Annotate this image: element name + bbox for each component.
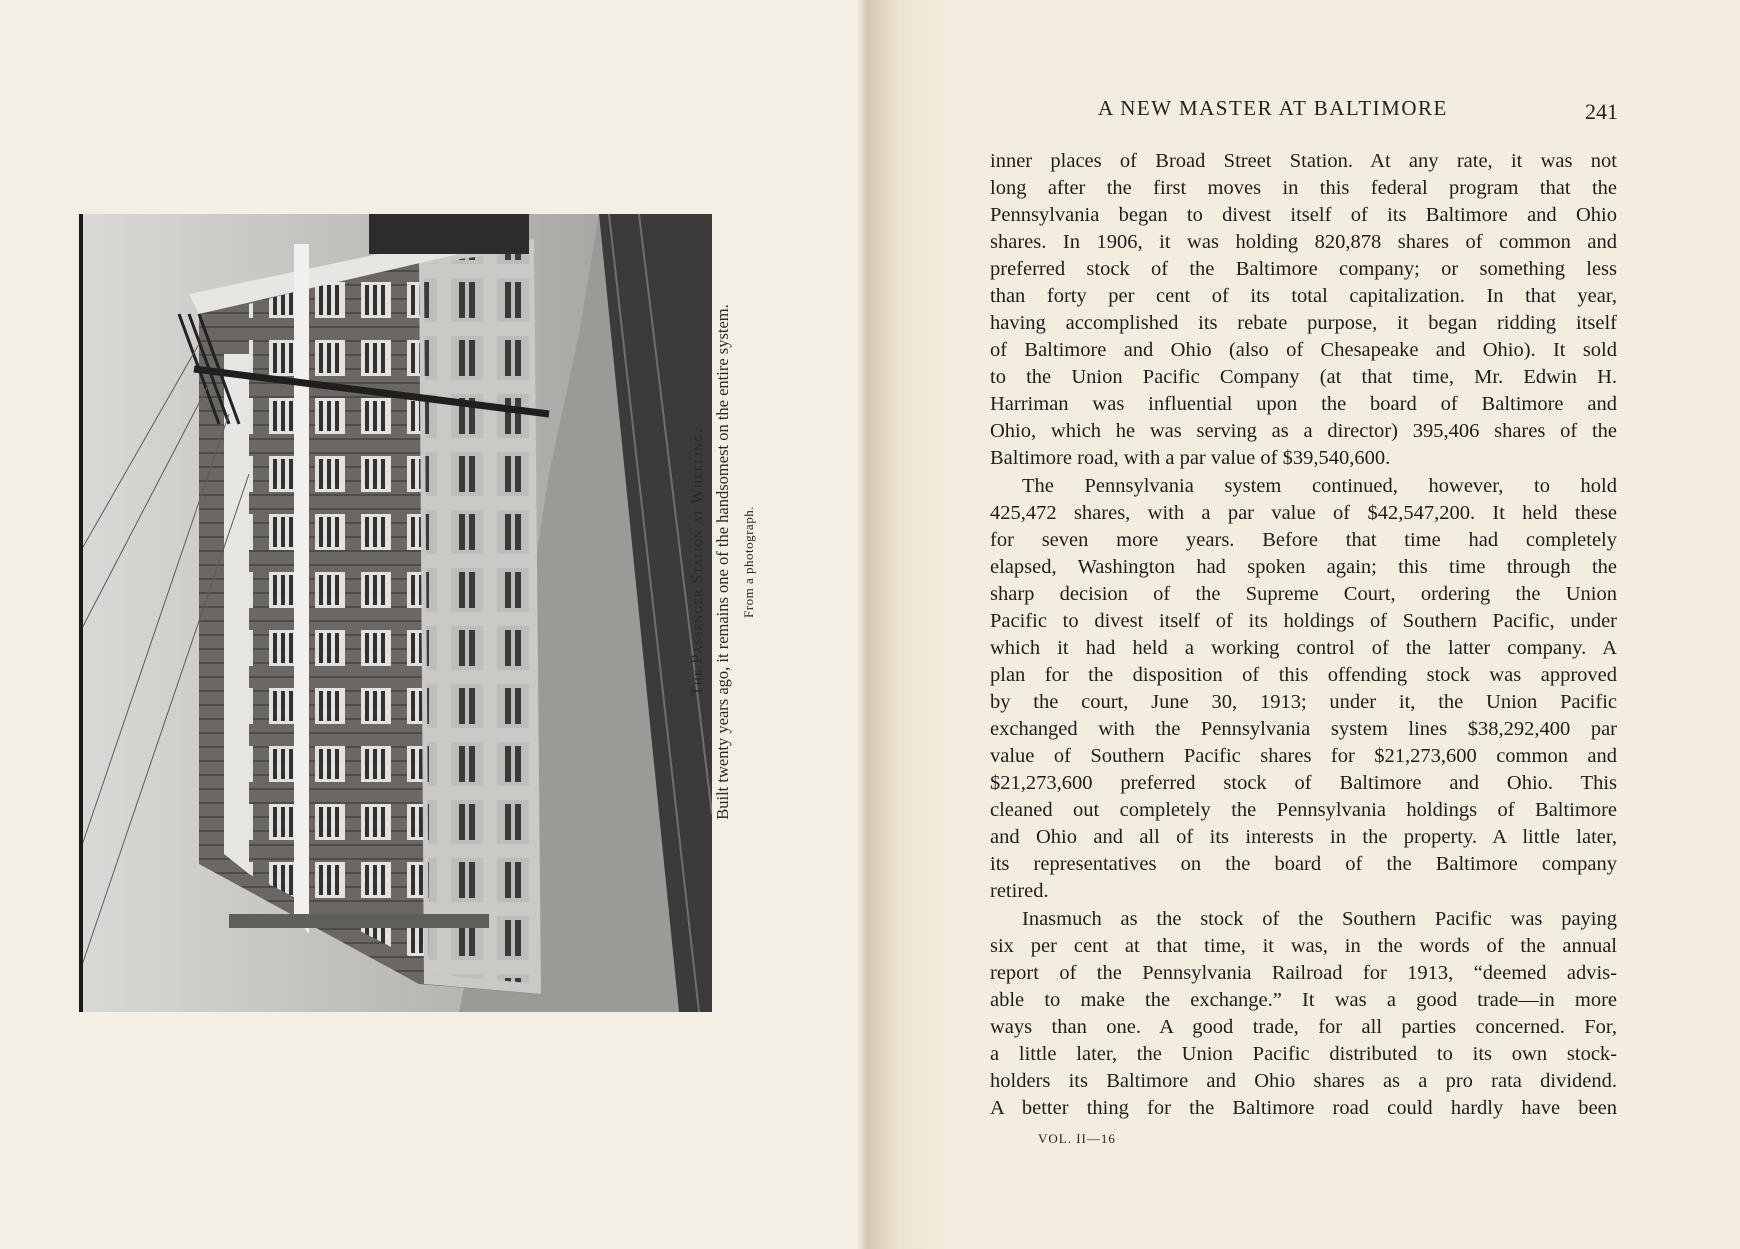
text-line: sharp decision of the Supreme Court, ordering the Union <box>990 583 1617 605</box>
paragraph <box>990 906 1617 1122</box>
text-line: inner places of Broad Street Station. At any rate, it was not <box>990 150 1617 172</box>
text-line: The Pennsylvania system continued, however, to hold <box>1022 475 1617 497</box>
text-line: Inasmuch as the stock of the Southern Pacific was paying <box>1022 908 1617 930</box>
text-line: and Ohio and all of its interests in the property. A little later, <box>990 826 1617 848</box>
photograph-illustration <box>79 214 712 1012</box>
signature-mark: VOL. II—16 <box>1038 1131 1116 1146</box>
text-line: Harriman was influential upon the board of Baltimore and <box>990 393 1617 415</box>
text-line: able to make the exchange.” It was a good trade—in more <box>990 989 1617 1011</box>
paragraph <box>990 473 1617 905</box>
text-line: which it had held a working control of the latter company. A <box>990 637 1617 659</box>
page-number: 241 <box>1585 99 1618 124</box>
text-line: its representatives on the board of the Baltimore company <box>990 853 1617 875</box>
text-line: A better thing for the Baltimore road could hardly have been <box>990 1097 1617 1119</box>
running-head: A NEW MASTER AT BALTIMORE <box>1098 96 1448 120</box>
caption-credit: From a photograph. <box>741 506 756 618</box>
photo-caption <box>686 212 762 912</box>
text-line: $21,273,600 preferred stock of Baltimore and Ohio. This <box>990 772 1617 794</box>
caption-title: The Passenger Station at Wheeling. <box>689 428 706 696</box>
text-line: for seven more years. Before that time had completely <box>990 529 1617 551</box>
text-line: shares. In 1906, it was holding 820,878 shares of common and <box>990 231 1617 253</box>
text-line: to the Union Pacific Company (at that time, Mr. Edwin H. <box>990 366 1617 388</box>
text-line: 425,472 shares, with a par value of $42,547,200. It held these <box>990 502 1617 524</box>
text-line: Ohio, which he was serving as a director) 395,406 shares of the <box>990 420 1617 442</box>
text-line: retired. <box>990 880 1049 902</box>
text-line: plan for the disposition of this offending stock was approved <box>990 664 1617 686</box>
caption-description: Built twenty years ago, it remains one of the handsomest on the entire system. <box>713 304 732 820</box>
text-line: long after the first moves in this federal program that the <box>990 177 1617 199</box>
body-text <box>990 148 1617 1122</box>
text-line: value of Southern Pacific shares for $21,273,600 common and <box>990 745 1617 767</box>
text-line: of Baltimore and Ohio (also of Chesapeake and Ohio). It sold <box>990 339 1617 361</box>
text-line: by the court, June 30, 1913; under it, the Union Pacific <box>990 691 1617 713</box>
text-line: Pacific to divest itself of its holdings of Southern Pacific, under <box>990 610 1617 632</box>
text-line: cleaned out completely the Pennsylvania holdings of Baltimore <box>990 799 1617 821</box>
text-line: having accomplished its rebate purpose, it began ridding itself <box>990 312 1617 334</box>
text-line: preferred stock of the Baltimore company; or something less <box>990 258 1617 280</box>
text-line: a little later, the Union Pacific distributed to its own stock- <box>990 1043 1617 1065</box>
text-line: than forty per cent of its total capitalization. In that year, <box>990 285 1617 307</box>
station-photograph <box>79 214 712 1012</box>
text-line: Pennsylvania began to divest itself of its Baltimore and Ohio <box>990 204 1617 226</box>
text-line: ways than one. A good trade, for all parties concerned. For, <box>990 1016 1617 1038</box>
text-line: holders its Baltimore and Ohio shares as a pro rata dividend. <box>990 1070 1617 1092</box>
text-line: six per cent at that time, it was, in the words of the annual <box>990 935 1617 957</box>
text-line: Baltimore road, with a par value of $39,540,600. <box>990 447 1391 469</box>
text-line: exchanged with the Pennsylvania system lines $38,292,400 par <box>990 718 1617 740</box>
text-line: report of the Pennsylvania Railroad for 1913, “deemed advis- <box>990 962 1617 984</box>
text-line: elapsed, Washington had spoken again; this time through the <box>990 556 1617 578</box>
paragraph <box>990 148 1617 472</box>
